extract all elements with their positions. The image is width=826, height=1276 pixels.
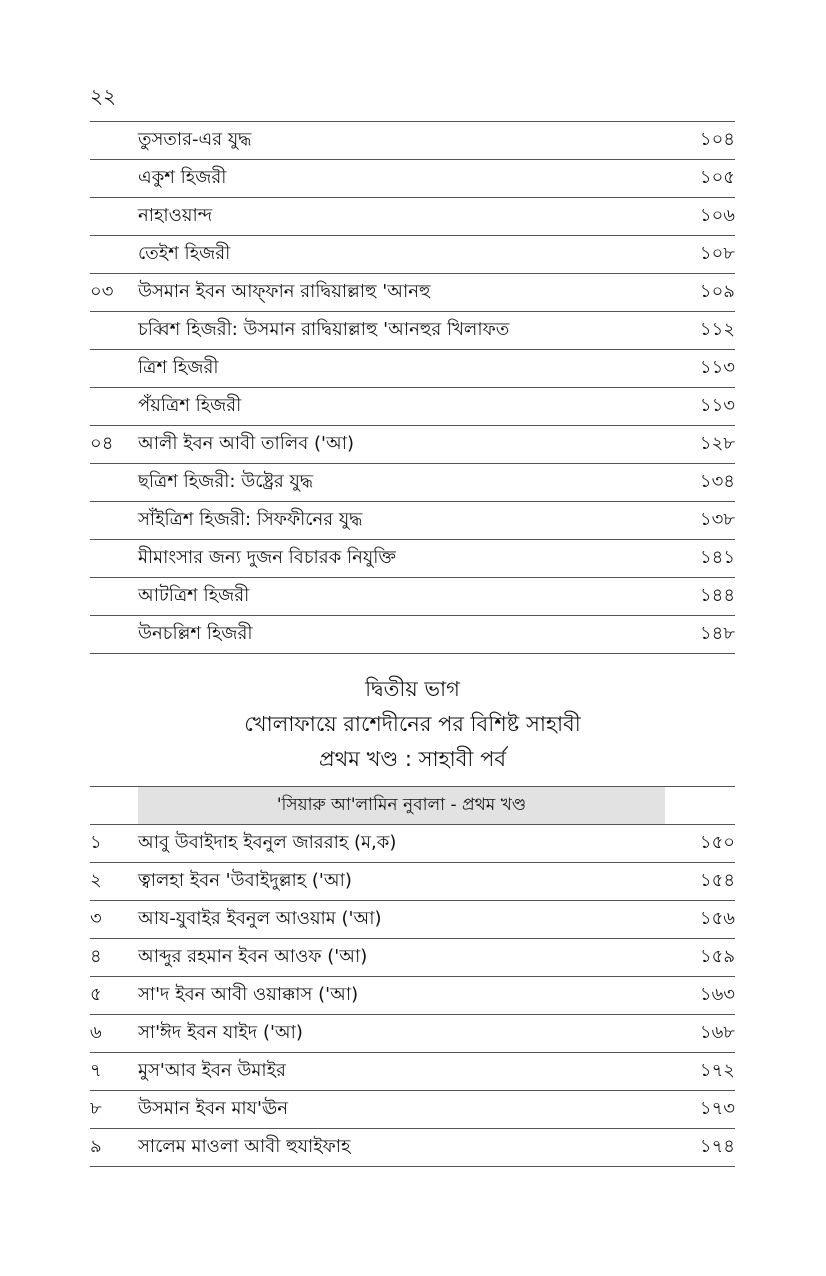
toc-row[interactable] [90,349,735,387]
entry-title: একুশ হিজরী [138,167,227,188]
entry-page: ১২৮ [699,433,735,454]
toc-row[interactable] [90,121,735,159]
toc-row[interactable] [90,425,735,463]
entry-title: আটত্রিশ হিজরী [138,585,250,606]
entry-page: ১৫০ [699,832,735,853]
toc-row[interactable] [90,938,735,976]
table-subheader [90,786,735,824]
entry-title: সা'ঈদ ইবন যাইদ ('আ) [138,1022,303,1043]
entry-number: ৫ [90,984,102,1005]
entry-title: মীমাংসার জন্য দুজন বিচারক নিযুক্তি [138,547,396,568]
entry-title: ত্বালহা ইবন 'উবাইদুল্লাহ ('আ) [138,870,352,891]
entry-page: ১৬৮ [699,1022,735,1043]
entry-page: ১৭৪ [699,1136,735,1157]
toc-table-part1 [90,121,735,654]
section-volume-title: প্রথম খণ্ড : সাহাবী পর্ব [318,747,507,771]
entry-title: উনচল্লিশ হিজরী [138,623,253,644]
entry-page: ১১২ [699,319,735,340]
toc-row[interactable] [90,1014,735,1052]
section-part-title: দ্বিতীয় ভাগ [365,677,460,701]
toc-row[interactable] [90,463,735,501]
entry-page: ১৬৩ [699,984,735,1005]
entry-page: ১৩৮ [699,509,735,530]
toc-row[interactable] [90,159,735,197]
entry-page: ১৪১ [699,547,735,568]
entry-title: সাঁইত্রিশ হিজরী: সিফফীনের যুদ্ধ [138,509,363,530]
entry-number: ৮ [90,1098,102,1119]
entry-title: তেইশ হিজরী [138,243,231,264]
section-heading [90,672,735,777]
entry-number: ৩ [90,908,102,929]
entry-number: ২ [90,870,102,891]
toc-row[interactable] [90,197,735,235]
entry-title: আয-যুবাইর ইবনুল আওয়াম ('আ) [138,908,382,929]
toc-row[interactable] [90,577,735,615]
toc-row[interactable] [90,311,735,349]
entry-title: সালেম মাওলা আবী হুযাইফাহ [138,1136,351,1157]
toc-row[interactable] [90,976,735,1014]
entry-page: ১১৩ [699,357,735,378]
entry-number: ১ [90,832,102,853]
entry-page: ১৪৮ [699,623,735,644]
entry-number: ৭ [90,1060,102,1081]
toc-row[interactable] [90,1052,735,1090]
section-title: খোলাফায়ে রাশেদীনের পর বিশিষ্ট সাহাবী [244,712,581,736]
entry-title: মুস'আব ইবন উমাইর [138,1060,286,1081]
entry-title: নাহাওয়ান্দ [138,205,213,226]
toc-row[interactable] [90,387,735,425]
entry-page: ১০৫ [699,167,735,188]
entry-page: ১৫৪ [699,870,735,891]
toc-row[interactable] [90,862,735,900]
toc-row[interactable] [90,539,735,577]
entry-page: ১৩৪ [699,471,735,492]
entry-page: ১০৪ [699,129,735,150]
entry-title: পঁয়ত্রিশ হিজরী [138,395,242,416]
entry-page: ১৪৪ [699,585,735,606]
entry-number: ০৪ [90,433,114,454]
toc-row[interactable] [90,824,735,862]
toc-row[interactable] [90,615,735,654]
toc-table-part2 [90,786,735,1167]
toc-row[interactable] [90,900,735,938]
toc-row[interactable] [90,273,735,311]
entry-page: ১৭৩ [699,1098,735,1119]
entry-page: ১৫৬ [699,908,735,929]
entry-title: আবু উবাইদাহ ইবনুল জাররাহ (ম,ক) [138,832,397,853]
entry-title: ছত্রিশ হিজরী: উষ্ট্রের যুদ্ধ [138,471,314,492]
entry-title: আলী ইবন আবী তালিব ('আ) [138,433,355,454]
entry-number: ৬ [90,1022,102,1043]
toc-row[interactable] [90,235,735,273]
entry-page: ১০৯ [699,281,735,302]
entry-page: ১০৬ [699,205,735,226]
entry-page: ১৫৯ [699,946,735,967]
entry-title: চব্বিশ হিজরী: উসমান রাদ্বিয়াল্লাহু 'আনহুর খিলাফত [138,319,510,340]
page-number: ২২ [90,84,117,108]
entry-title: আব্দুর রহমান ইবন আওফ ('আ) [138,946,368,967]
toc-row[interactable] [90,1090,735,1128]
entry-title: উসমান ইবন আফ্ফান রাদ্বিয়াল্লাহু 'আনহু [138,281,431,302]
entry-number: ৪ [90,946,102,967]
toc-row[interactable] [90,501,735,539]
entry-page: ১১৩ [699,395,735,416]
entry-number: ৯ [90,1136,102,1157]
entry-title: ত্রিশ হিজরী [138,357,219,378]
entry-page: ১০৮ [699,243,735,264]
entry-page: ১৭২ [699,1060,735,1081]
entry-title: সা'দ ইবন আবী ওয়াক্কাস ('আ) [138,984,359,1005]
subheader-label: 'সিয়ারু আ'লামিন নুবালা - প্রথম খণ্ড [138,787,665,824]
toc-row[interactable] [90,1128,735,1167]
entry-title: উসমান ইবন মায'ঊন [138,1098,288,1119]
entry-title: তুসতার-এর যুদ্ধ [138,129,252,150]
entry-number: ০৩ [90,281,114,302]
